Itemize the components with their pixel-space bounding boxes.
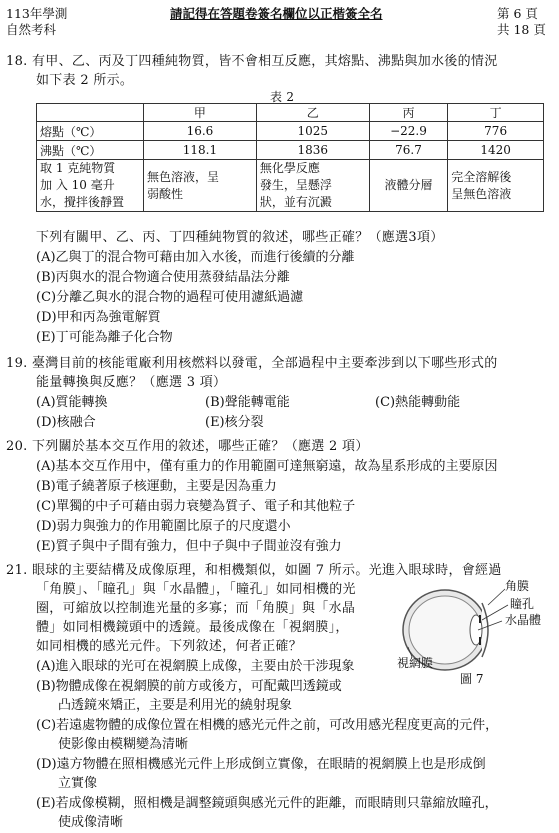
q20-option-a[interactable]: (A)基本交互作用中，僅有重力的作用範圍可達無窮遠，故為星系形成的主要原因 — [36, 459, 498, 474]
table-header-cell — [37, 104, 144, 122]
table-row — [37, 141, 544, 160]
table-cell: 1420 — [448, 141, 544, 160]
q21-option-e[interactable]: (E)若成像模糊，照相機是調整鏡頭與感光元件的距離，而眼睛則只靠縮放瞳孔， — [36, 796, 498, 811]
q21-option-d[interactable]: (D)遠方物體在照相機感光元件上形成倒立實像，在眼睛的視網膜上也是形成倒 — [36, 757, 486, 772]
row-label — [37, 160, 144, 212]
subject-name: 自然考科 — [6, 22, 57, 37]
q18-stem-line1: 18. 有甲、乙、丙及丁四種純物質，皆不會相互反應，其熔點、沸點與加水後的情況 — [6, 54, 498, 69]
page-number: 第 6 頁 — [497, 6, 538, 21]
table-header-cell: 甲 — [144, 104, 257, 122]
q19-option-e[interactable]: (E)核分裂 — [205, 415, 264, 430]
row-label: 熔點（℃） — [37, 122, 144, 141]
table-cell: 16.6 — [144, 122, 257, 141]
q20-option-b[interactable]: (B)電子繞著原子核運動，主要是因為重力 — [36, 479, 277, 494]
total-pages: 共 18 頁 — [497, 22, 546, 37]
q21-option-a[interactable]: (A)進入眼球的光可在視網膜上成像，主要由於干涉現象 — [36, 659, 355, 674]
table-cell: 776 — [448, 122, 544, 141]
q21-stem-line3: 圈，可縮放以控制進光量的多寡；而「角膜」與「水晶 — [36, 601, 356, 616]
table-cell: 76.7 — [369, 141, 448, 160]
property-table — [36, 103, 544, 212]
q19-option-a[interactable]: (A)質能轉換 — [36, 395, 108, 410]
cornea-shape — [482, 603, 488, 657]
table-title: 表 2 — [270, 90, 295, 104]
q21-option-e-cont: 使成像清晰 — [58, 815, 124, 830]
cell-line: 無化學反應 — [259, 161, 320, 175]
cell-line: 弱酸性 — [147, 186, 184, 201]
table-cell: 1025 — [256, 122, 369, 141]
table-header-cell: 乙 — [256, 104, 369, 122]
figure-caption: 圖 7 — [460, 672, 484, 686]
cell-line: 完全溶解後 — [451, 169, 512, 184]
q20-option-e[interactable]: (E)質子與中子間有強力，但中子與中子間並沒有強力 — [36, 539, 342, 554]
q18-option-b[interactable]: (B)丙與水的混合物適合使用蒸發結晶法分離 — [36, 270, 290, 285]
signature-notice: 請記得在答題卷簽名欄位以正楷簽全名 — [170, 6, 383, 21]
q21-stem-line2: 「角膜」、「瞳孔」與「水晶體」，「瞳孔」如同相機的光 — [36, 582, 356, 597]
q21-option-c[interactable]: (C)若遠處物體的成像位置在相機的感光元件之前，可改用感光程度更高的元件， — [36, 718, 499, 733]
q18-option-c[interactable]: (C)分離乙與水的混合物的過程可使用濾紙過濾 — [36, 290, 304, 305]
q20-option-c[interactable]: (C)單獨的中子可藉由弱力衰變為質子、電子和其他粒子 — [36, 499, 356, 514]
label-retina: 視網膜 — [397, 656, 434, 670]
q18-question: 下列有關甲、乙、丙、丁四種純物質的敘述，哪些正確？（應選3項） — [36, 230, 444, 245]
table-header-cell: 丙 — [369, 104, 448, 122]
q18-stem-line2: 如下表 2 所示。 — [36, 73, 134, 88]
cell-line: 發生，呈懸浮 — [259, 178, 332, 192]
table-cell: 118.1 — [144, 141, 257, 160]
q21-stem-line1: 21. 眼球的主要結構及成像原理，和相機類似，如圖 7 所示。光進入眼球時，會經過 — [6, 563, 502, 578]
q19-stem-line1: 19. 臺灣目前的核能電廠利用核燃料以發電，全部過程中主要牽涉到以下哪些形式的 — [6, 356, 498, 371]
q19-option-d[interactable]: (D)核融合 — [36, 415, 96, 430]
cell-line: 液體分層 — [384, 178, 433, 192]
q19-stem-line2: 能量轉換與反應？（應選 3 項） — [36, 375, 227, 390]
table-row — [37, 160, 544, 212]
row-label-line: 取 1 克純物質 — [40, 161, 116, 175]
table-cell — [448, 160, 544, 212]
label-cornea: 角膜 — [505, 579, 530, 593]
row-label: 沸點（℃） — [37, 141, 144, 160]
table-row — [37, 122, 544, 141]
q21-option-b-cont: 凸透鏡來矯正，主要是利用光的繞射現象 — [58, 698, 293, 713]
q18-option-e[interactable]: (E)丁可能為離子化合物 — [36, 330, 173, 345]
q21-option-b[interactable]: (B)物體成像在視網膜的前方或後方，可配戴凹透鏡或 — [36, 679, 342, 694]
label-lens: 水晶體 — [505, 613, 542, 627]
exam-year: 113年學測 — [6, 6, 68, 21]
q18-option-d[interactable]: (D)甲和丙為強電解質 — [36, 310, 161, 325]
cell-line: 狀，並有沉澱 — [259, 195, 332, 209]
q18-option-a[interactable]: (A)乙與丁的混合物可藉由加入水後，而進行後續的分離 — [36, 250, 355, 265]
table-cell — [369, 160, 448, 212]
q20-option-d[interactable]: (D)弱力與強力的作用範圍比原子的尺度還小 — [36, 519, 291, 534]
table-header-row — [37, 104, 544, 122]
table-cell — [144, 160, 257, 212]
q21-stem-line5: 如同相機的感光元件。下列敘述，何者正確？ — [36, 639, 303, 654]
table-cell: 1836 — [256, 141, 369, 160]
q20-stem: 20. 下列關於基本交互作用的敘述，哪些正確？（應選 2 項） — [6, 439, 369, 454]
table-cell: −22.9 — [369, 122, 448, 141]
q19-option-c[interactable]: (C)熱能轉動能 — [375, 395, 461, 410]
cell-line: 無色溶液，呈 — [147, 169, 220, 184]
row-label-line: 加 入 10 毫升 — [40, 178, 115, 192]
row-label-line: 水，攪拌後靜置 — [40, 195, 125, 209]
label-pupil: 瞳孔 — [510, 597, 535, 611]
cornea-pointer — [488, 589, 505, 605]
q19-option-b[interactable]: (B)聲能轉電能 — [205, 395, 290, 410]
q21-option-d-cont: 立實像 — [58, 776, 98, 791]
table-cell — [256, 160, 369, 212]
table-header-cell: 丁 — [448, 104, 544, 122]
q21-option-c-cont: 使影像由模糊變為清晰 — [58, 737, 189, 752]
cell-line: 呈無色溶液 — [451, 186, 512, 201]
q21-stem-line4: 體」如同相機鏡頭中的透鏡。最後成像在「視網膜」， — [36, 620, 349, 635]
